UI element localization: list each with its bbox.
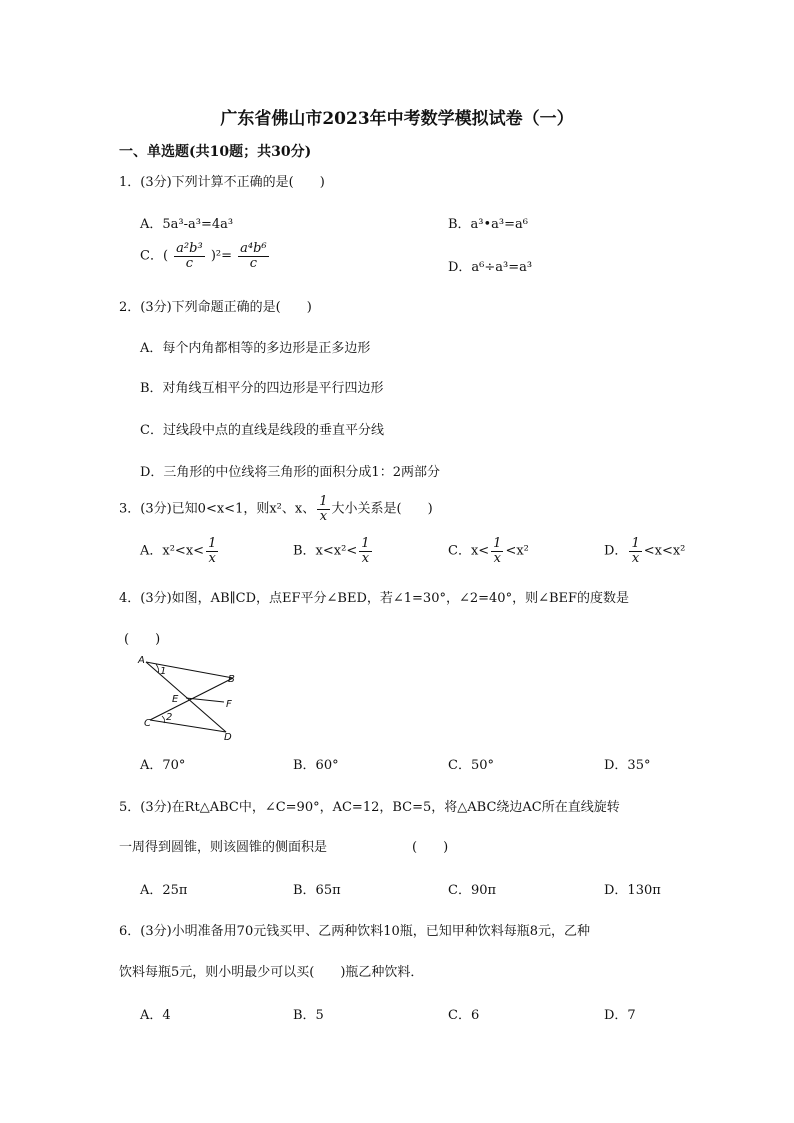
fraction: $\frac{1}{x}$ xyxy=(493,536,502,566)
question-2-stem: 2．(3分)下列命题正确的是( ) xyxy=(119,300,312,315)
question-4-option-b: B．60° xyxy=(293,758,339,773)
fraction: $\frac{1}{x}$ xyxy=(319,494,328,524)
label-f: F xyxy=(226,699,232,710)
label-b: B xyxy=(228,674,235,685)
section-heading: 一、单选题(共10题；共30分) xyxy=(119,144,312,160)
question-6-stem-line2: 饮料每瓶5元，则小明最少可以买( )瓶乙种饮料． xyxy=(119,965,424,980)
question-3-option-d: D． $\frac{1}{x}$ <x<x² xyxy=(604,536,686,566)
question-1-option-d: D．a⁶÷a³=a³ xyxy=(448,260,533,275)
question-2-option-d: D．三角形的中位线将三角形的面积分成1：2两部分 xyxy=(140,465,440,480)
question-2-option-a: A．每个内角都相等的多边形是正多边形 xyxy=(140,341,371,356)
question-1-option-b: B．a³•a³=a⁶ xyxy=(448,217,528,232)
label-angle-2: 2 xyxy=(166,712,173,723)
question-5-stem-line2: 一周得到圆锥，则该圆锥的侧面积是 xyxy=(119,840,328,855)
question-4-option-a: A．70° xyxy=(140,758,186,773)
fraction: $\frac{1}{x}$ xyxy=(208,536,217,566)
question-5-option-c: C．90π xyxy=(448,883,497,898)
label-angle-1: 1 xyxy=(160,666,167,677)
question-5-option-b: B．65π xyxy=(293,883,341,898)
question-3-option-a: A．x²<x< $\frac{1}{x}$ xyxy=(140,536,217,566)
question-6-stem: 6．(3分)小明准备用70元钱买甲、乙两种饮料10瓶，已知甲种饮料每瓶8元，乙种 xyxy=(119,924,591,939)
question-6-option-d: D．7 xyxy=(604,1008,636,1023)
question-3-option-c: C．x< $\frac{1}{x}$ <x² xyxy=(448,536,529,566)
question-4-stem: 4．(3分)如图，AB∥CD，点EF平分∠BED，若∠1=30°，∠2=40°，则∠BEF的度数是 xyxy=(119,591,630,606)
label-c: C xyxy=(144,718,151,729)
question-5-option-a: A．25π xyxy=(140,883,188,898)
question-3-stem: 3．(3分)已知0<x<1，则x²、x、 $\frac{1}{x}$ 大小关系是( ) xyxy=(119,494,433,524)
question-4-option-d: D．35° xyxy=(604,758,651,773)
page-title: 广东省佛山市2023年中考数学模拟试卷（一） xyxy=(220,109,574,129)
label-a: A xyxy=(138,655,145,666)
parallel-lines-figure xyxy=(136,652,246,742)
question-2-option-c: C．过线段中点的直线是线段的垂直平分线 xyxy=(140,423,384,438)
question-1-option-c: C．( $\frac{\text{a²b³}}{c}$ )²= $\frac{\text{a⁴b⁶}}{c}$ xyxy=(140,241,267,271)
label-d: D xyxy=(224,732,232,742)
question-4-paren: ( ) xyxy=(124,632,161,647)
question-5-paren: ( ) xyxy=(412,840,449,855)
fraction: $\frac{\text{a⁴b⁶}}{c}$ xyxy=(240,241,267,271)
question-5-option-d: D．130π xyxy=(604,883,661,898)
question-6-option-b: B．5 xyxy=(293,1008,324,1023)
question-5-stem: 5．(3分)在Rt△ABC中，∠C=90°，AC=12，BC=5，将△ABC绕边AC所在直线旋转 xyxy=(119,800,620,815)
question-2-option-b: B．对角线互相平分的四边形是平行四边形 xyxy=(140,381,384,396)
question-6-option-a: A．4 xyxy=(140,1008,171,1023)
question-6-option-c: C．6 xyxy=(448,1008,480,1023)
question-1-stem: 1．(3分)下列计算不正确的是( ) xyxy=(119,175,325,190)
fraction: $\frac{\text{a²b³}}{c}$ xyxy=(176,241,203,271)
fraction: $\frac{1}{x}$ xyxy=(631,536,640,566)
label-e: E xyxy=(172,694,179,705)
question-3-option-b: B．x<x²< $\frac{1}{x}$ xyxy=(293,536,370,566)
question-1-option-a: A．5a³-a³=4a³ xyxy=(140,217,234,232)
fraction: $\frac{1}{x}$ xyxy=(361,536,370,566)
question-4-option-c: C．50° xyxy=(448,758,494,773)
